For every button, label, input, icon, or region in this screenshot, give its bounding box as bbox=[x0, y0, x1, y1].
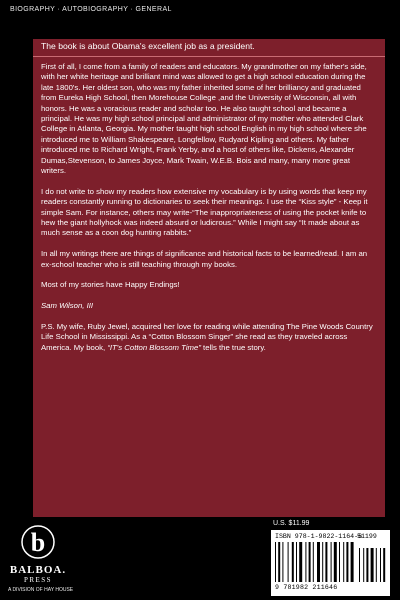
barcode-bars bbox=[275, 542, 386, 582]
ean-digits: 9 781982 211646 bbox=[275, 584, 338, 591]
addon-bar bbox=[366, 548, 368, 582]
addon-bar bbox=[363, 548, 364, 582]
barcode-bar bbox=[309, 542, 311, 582]
book-title: “IT's Cotton Blossom Time” bbox=[107, 342, 201, 352]
barcode-bar bbox=[346, 542, 348, 582]
barcode-bar bbox=[317, 542, 320, 582]
publisher-name: BALBOA. bbox=[9, 564, 67, 576]
barcode-bar bbox=[325, 542, 327, 582]
barcode-bar bbox=[313, 542, 314, 582]
barcode-bar bbox=[305, 542, 306, 582]
paragraph-family: First of all, I come from a family of readers and educators. My grandmother on my father's side, with her white heritage and brilliant mind was allowed to get a high school education during the late 1800's. Her oldest son, who was my father inherited some of her brilliancy and graduated from Eureka High School, then Morehouse College ,and the University of Wisconsin, all with honors. He was a voracious reader and scholar too. He also taught school and became a principal. He was my high school principal and administrator of my mother who attended Clark College in Atlanta, Georgia. My mother taught high school English in my high school where she introduced me to William Shakespeare, Longfellow, Rudyard Kipling and others. My father introduced me to Richard Wright, Frank Yerby, and a host of others like, Dickens, Alexander Dumas,Stevenson, to James Joyce, Mark Twain, W.E.B. Bois and many, many more great writers. bbox=[41, 62, 367, 176]
author-signature: Sam Wilson, III bbox=[41, 301, 94, 311]
addon-bar bbox=[359, 548, 360, 582]
divider bbox=[33, 56, 385, 57]
barcode-bar bbox=[331, 542, 332, 582]
price-label: U.S. $11.99 bbox=[273, 520, 310, 527]
publisher-logo bbox=[8, 520, 74, 596]
barcode-bar bbox=[339, 542, 340, 582]
barcode-bar bbox=[343, 542, 344, 582]
paragraph-teaching: In all my writings there are things of significance and historical facts to be learned/read. I am an ex-school teacher who is still teaching through my books. bbox=[41, 249, 368, 269]
price-addon-code: 51199 bbox=[357, 533, 377, 540]
barcode-bar bbox=[296, 542, 297, 582]
barcode-bar bbox=[282, 542, 283, 582]
postscript-text: P.S. My wife, Ruby Jewel, acquired her love for reading while attending The Pine Woods Country Life School in Mississippi. As a “Cotton Blossom Singer” she read as they traveled across America. My book, bbox=[41, 322, 373, 352]
postscript-end: tells the true story. bbox=[200, 342, 266, 352]
barcode bbox=[271, 530, 390, 596]
publisher-imprint: PRESS bbox=[23, 576, 53, 584]
barcode-bar bbox=[322, 542, 323, 582]
publisher-division: A DIVISION OF HAY HOUSE bbox=[8, 587, 74, 593]
barcode-bar bbox=[288, 542, 289, 582]
isbn-text: ISBN 978-1-9822-1164-6 bbox=[275, 533, 363, 540]
balboa-b-icon bbox=[8, 520, 68, 564]
genre-label: BIOGRAPHY · AUTOBIOGRAPHY · GENERAL bbox=[10, 6, 172, 13]
barcode-bar bbox=[334, 542, 337, 582]
addon-bar bbox=[380, 548, 381, 582]
barcode-bar bbox=[292, 542, 294, 582]
addon-bar bbox=[376, 548, 377, 582]
tagline: The book is about Obama's excellent job as a president. bbox=[41, 41, 255, 51]
barcode-bar bbox=[351, 542, 354, 582]
addon-bar bbox=[371, 548, 374, 582]
barcode-bar bbox=[278, 542, 280, 582]
paragraph-style: I do not write to show my readers how extensive my vocabulary is by using words that keep my readers constantly running to dictionaries to seek their meanings. I use the “Kiss style” - Keep it simple Sam. For instance, others may write-“The inappropriateness of using the pocket knife to hew the giant hollyhock was indeed absurd or ludicrous.” While I might say “It made about as much sense as a coon dog hunting rabbits.” bbox=[41, 186, 368, 238]
barcode-bar bbox=[299, 542, 302, 582]
addon-bar bbox=[383, 548, 385, 582]
postscript bbox=[41, 322, 376, 353]
svg-text:b: b bbox=[30, 528, 46, 557]
barcode-bar bbox=[275, 542, 276, 582]
blurb-body bbox=[41, 62, 376, 364]
paragraph-endings: Most of my stories have Happy Endings! bbox=[41, 280, 180, 290]
